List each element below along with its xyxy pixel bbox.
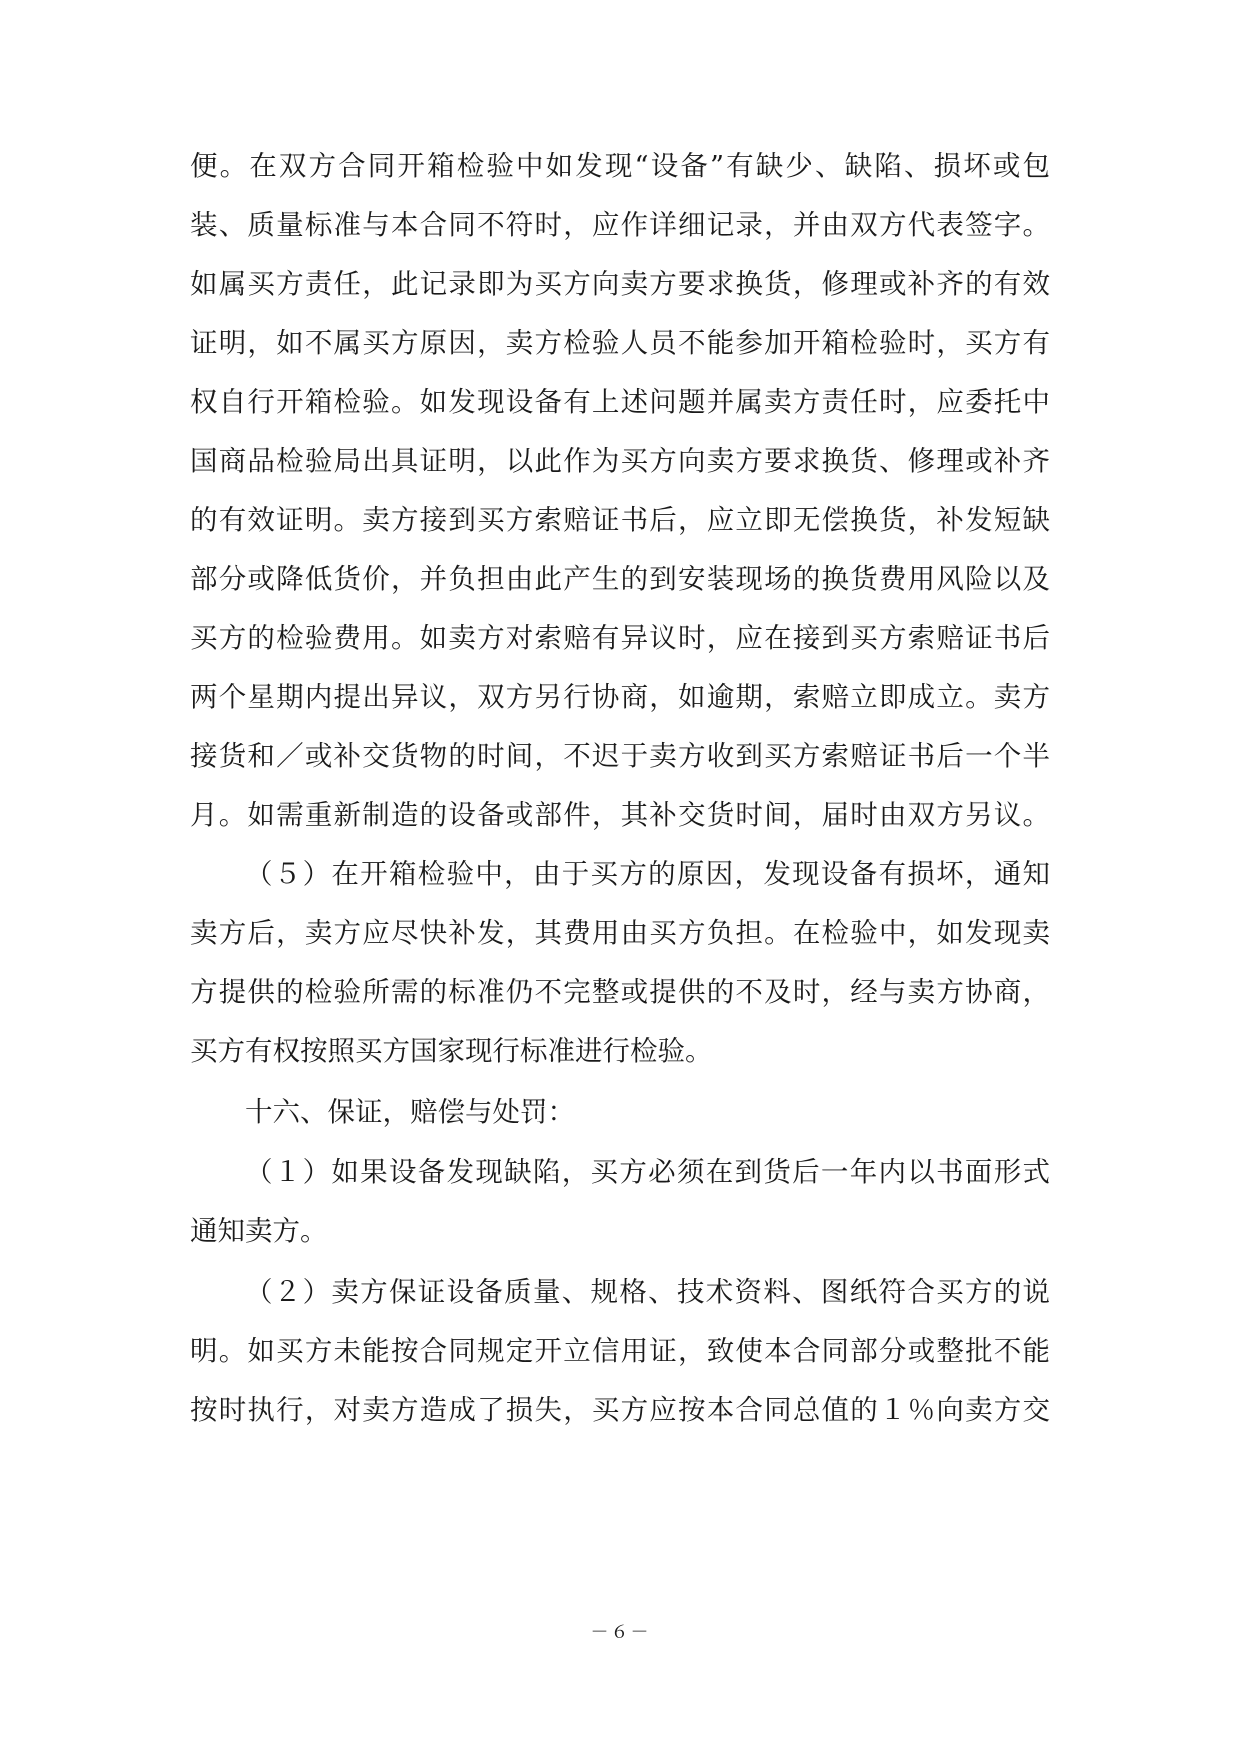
section-heading: 十六、保证，赔偿与处罚： bbox=[245, 1096, 575, 1128]
paragraph-line: （５）在开箱检验中，由于买方的原因，发现设备有损坏，通知 bbox=[245, 858, 1050, 890]
paragraph-line: 国商品检验局出具证明，以此作为买方向卖方要求换货、修理或补齐 bbox=[190, 445, 1050, 477]
paragraph-line: 卖方后，卖方应尽快补发，其费用由买方负担。在检验中，如发现卖 bbox=[190, 917, 1050, 949]
paragraph-line: 买方有权按照买方国家现行标准进行检验。 bbox=[190, 1035, 713, 1067]
paragraph-line: 装、质量标准与本合同不符时，应作详细记录，并由双方代表签字。 bbox=[190, 209, 1050, 241]
paragraph-line: 的有效证明。卖方接到买方索赔证书后，应立即无偿换货，补发短缺 bbox=[190, 504, 1050, 536]
paragraph-line: 通知卖方。 bbox=[190, 1215, 328, 1247]
paragraph-line: 两个星期内提出异议，双方另行协商，如逾期，索赔立即成立。卖方 bbox=[190, 681, 1050, 713]
paragraph-line: 部分或降低货价，并负担由此产生的到安装现场的换货费用风险以及 bbox=[190, 563, 1050, 595]
paragraph-line: 如属买方责任，此记录即为买方向卖方要求换货，修理或补齐的有效 bbox=[190, 268, 1050, 300]
paragraph-line: 便。在双方合同开箱检验中如发现“设备”有缺少、缺陷、损坏或包 bbox=[190, 150, 1050, 182]
paragraph-line: 接货和／或补交货物的时间，不迟于卖方收到买方索赔证书后一个半 bbox=[190, 740, 1050, 772]
paragraph-line: 证明，如不属买方原因，卖方检验人员不能参加开箱检验时，买方有 bbox=[190, 327, 1050, 359]
paragraph-line: 权自行开箱检验。如发现设备有上述问题并属卖方责任时，应委托中 bbox=[190, 386, 1050, 418]
paragraph-line: 按时执行，对卖方造成了损失，买方应按本合同总值的１％向卖方交 bbox=[190, 1394, 1050, 1426]
page-number: －６－ bbox=[590, 1622, 651, 1643]
paragraph-line: 明。如买方未能按合同规定开立信用证，致使本合同部分或整批不能 bbox=[190, 1335, 1050, 1367]
paragraph-line: （２）卖方保证设备质量、规格、技术资料、图纸符合买方的说 bbox=[245, 1276, 1050, 1308]
paragraph-line: 买方的检验费用。如卖方对索赔有异议时，应在接到买方索赔证书后 bbox=[190, 622, 1050, 654]
paragraph-line: （１）如果设备发现缺陷，买方必须在到货后一年内以书面形式 bbox=[245, 1156, 1050, 1188]
paragraph-line: 方提供的检验所需的标准仍不完整或提供的不及时，经与卖方协商， bbox=[190, 976, 1050, 1008]
paragraph-line: 月。如需重新制造的设备或部件，其补交货时间，届时由双方另议。 bbox=[190, 799, 1050, 831]
